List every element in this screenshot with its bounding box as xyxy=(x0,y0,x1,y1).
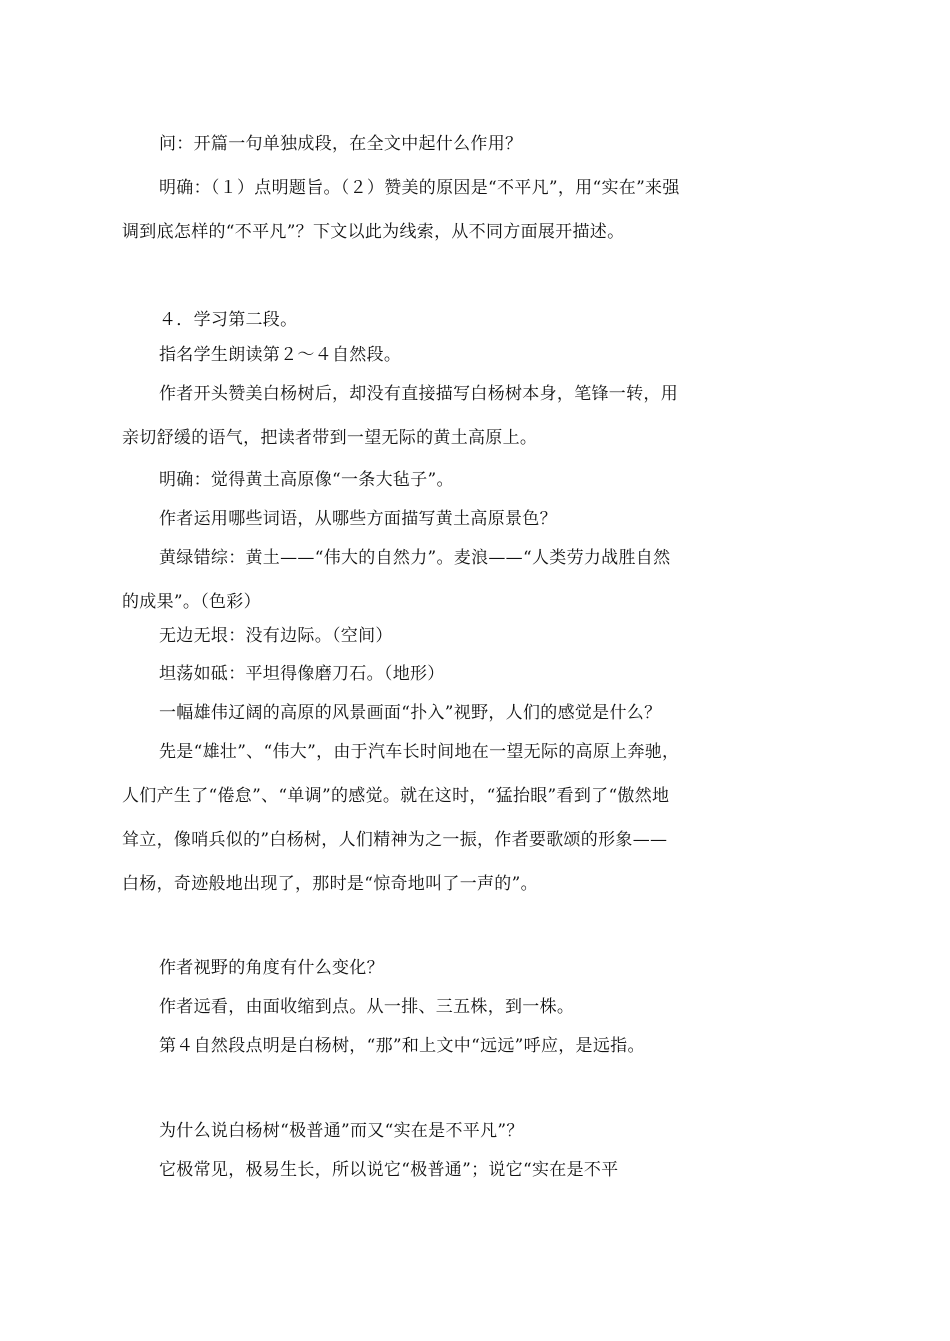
paragraph-answer-blanket: 明确：觉得黄土高原像“一条大毡子”。 xyxy=(159,470,454,490)
paragraph-feeling-answer: 先是“雄壮”、“伟大”，由于汽车长时间地在一望无际的高原上奔驰，人们产生了“倦怠”、“单调”的感觉。就在这时，“猛抬眼”看到了“傲然地耸立，像哨兵似的”白杨树，人们精神为之一振，作者要歌颂的形象——白杨，奇迹般地出现了，那时是“惊奇地叫了一声的”。 xyxy=(122,742,680,894)
paragraph-ordinary-answer: 它极常见，极易生长，所以说它“极普通”；说它“实在是不平 xyxy=(159,1160,619,1180)
paragraph-question-ordinary: 为什么说白杨树“极普通”而又“实在是不平凡”？ xyxy=(159,1121,524,1141)
paragraph-section-heading: ４．学习第二段。 xyxy=(159,310,298,330)
paragraph-fourth-section: 第４自然段点明是白杨树，“那”和上文中“远远”呼应，是远指。 xyxy=(159,1036,645,1056)
paragraph-author-praise: 作者开头赞美白杨树后，却没有直接描写白杨树本身，笔锋一转，用亲切舒缓的语气，把读者带到一望无际的黄土高原上。 xyxy=(122,384,678,448)
paragraph-space: 无边无垠：没有边际。（空间） xyxy=(159,626,393,646)
paragraph-question-angle: 作者视野的角度有什么变化？ xyxy=(159,958,384,978)
paragraph-color: 黄绿错综：黄土——“伟大的自然力”。麦浪——“人类劳力战胜自然的成果”。（色彩） xyxy=(122,548,671,612)
paragraph-question-feeling: 一幅雄伟辽阔的高原的风景画面“扑入”视野，人们的感觉是什么？ xyxy=(159,703,662,723)
paragraph-read-aloud: 指名学生朗读第２～４自然段。 xyxy=(159,345,402,365)
paragraph-question-words: 作者运用哪些词语，从哪些方面描写黄土高原景色？ xyxy=(159,509,557,529)
paragraph-terrain: 坦荡如砥：平坦得像磨刀石。（地形） xyxy=(159,664,445,684)
paragraph-question-opening: 问：开篇一句单独成段，在全文中起什么作用？ xyxy=(159,134,523,154)
paragraph-angle-answer: 作者远看，由面收缩到点。从一排、三五株，到一株。 xyxy=(159,997,575,1017)
paragraph-answer-theme: 明确：（１）点明题旨。（２）赞美的原因是“不平凡”，用“实在”来强调到底怎样的“不平凡”？下文以此为线索，从不同方面展开描述。 xyxy=(122,178,680,242)
